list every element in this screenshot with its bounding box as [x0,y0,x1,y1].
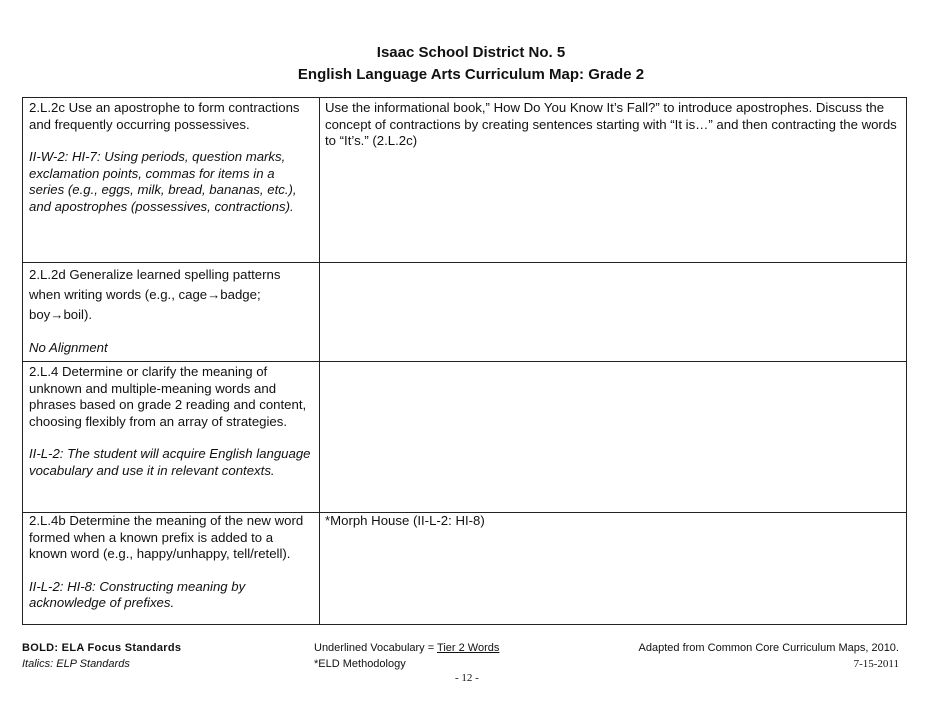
standard-text: 2.L.2d Generalize learned spelling patterns when writing words (e.g., cage→badge; boy→boil). [29,267,281,322]
elp-standard-text: II-L-2: HI-8: Constructing meaning by acknowledge of prefixes. [29,578,246,610]
standard-cell [29,100,313,215]
activity-cell [325,100,900,150]
adapted-note: Adapted from Common Core Curriculum Maps, 2010. [638,642,899,654]
document-header [0,42,942,86]
district-title: Isaac School District No. 5 [376,44,566,61]
curriculum-title: English Language Arts Curriculum Map: Grade 2 [297,66,645,83]
eld-methodology: *ELD Methodology [314,658,406,670]
standard-cell [29,364,313,479]
revision-date: 7-15-2011 [853,658,899,670]
elp-standard-text: No Alignment [29,340,108,355]
activity-cell [325,513,900,530]
page-number: - 12 - [455,672,479,684]
standard-cell [29,513,313,612]
curriculum-table [22,97,907,625]
elp-standard-text: II-W-2: HI-7: Using periods, question marks, exclamation points, commas for items in a series (e.g., eggs, milk, bread, bananas, etc.), and apostrophes (possessives, contractions). [29,149,297,214]
vocab-prefix: Underlined Vocabulary = [314,642,438,654]
vocab-legend [314,642,499,654]
standard-text: 2.L.2c Use an apostrophe to form contractions and frequently occurring possessives. [29,100,300,132]
activity-text: Use the informational book,” How Do You Know It’s Fall?” to introduce apostrophes. Discuss the concept of contractions by creating sentences starting with “It is…” and then contracting the words to “It’s.” (2.L.2c) [325,100,897,148]
vocab-tier: Tier 2 Words [437,642,500,654]
legend-italics: Italics: ELP Standards [22,658,130,670]
row-divider [23,361,906,362]
standard-text: 2.L.4b Determine the meaning of the new word formed when a known prefix is added to a known word (e.g., happy/unhappy, tell/retell). [29,513,304,561]
standard-text: 2.L.4 Determine or clarify the meaning of unknown and multiple-meaning words and phrases based on grade 2 reading and content, choosing flexibly from an array of strategies. [29,364,307,429]
activity-text: *Morph House (II-L-2: HI-8) [325,513,485,528]
elp-standard-text: II-L-2: The student will acquire English language vocabulary and use it in relevant contexts. [29,446,311,478]
standard-cell [29,265,313,358]
legend-bold: BOLD: ELA Focus Standards [22,642,182,654]
row-divider [23,262,906,263]
